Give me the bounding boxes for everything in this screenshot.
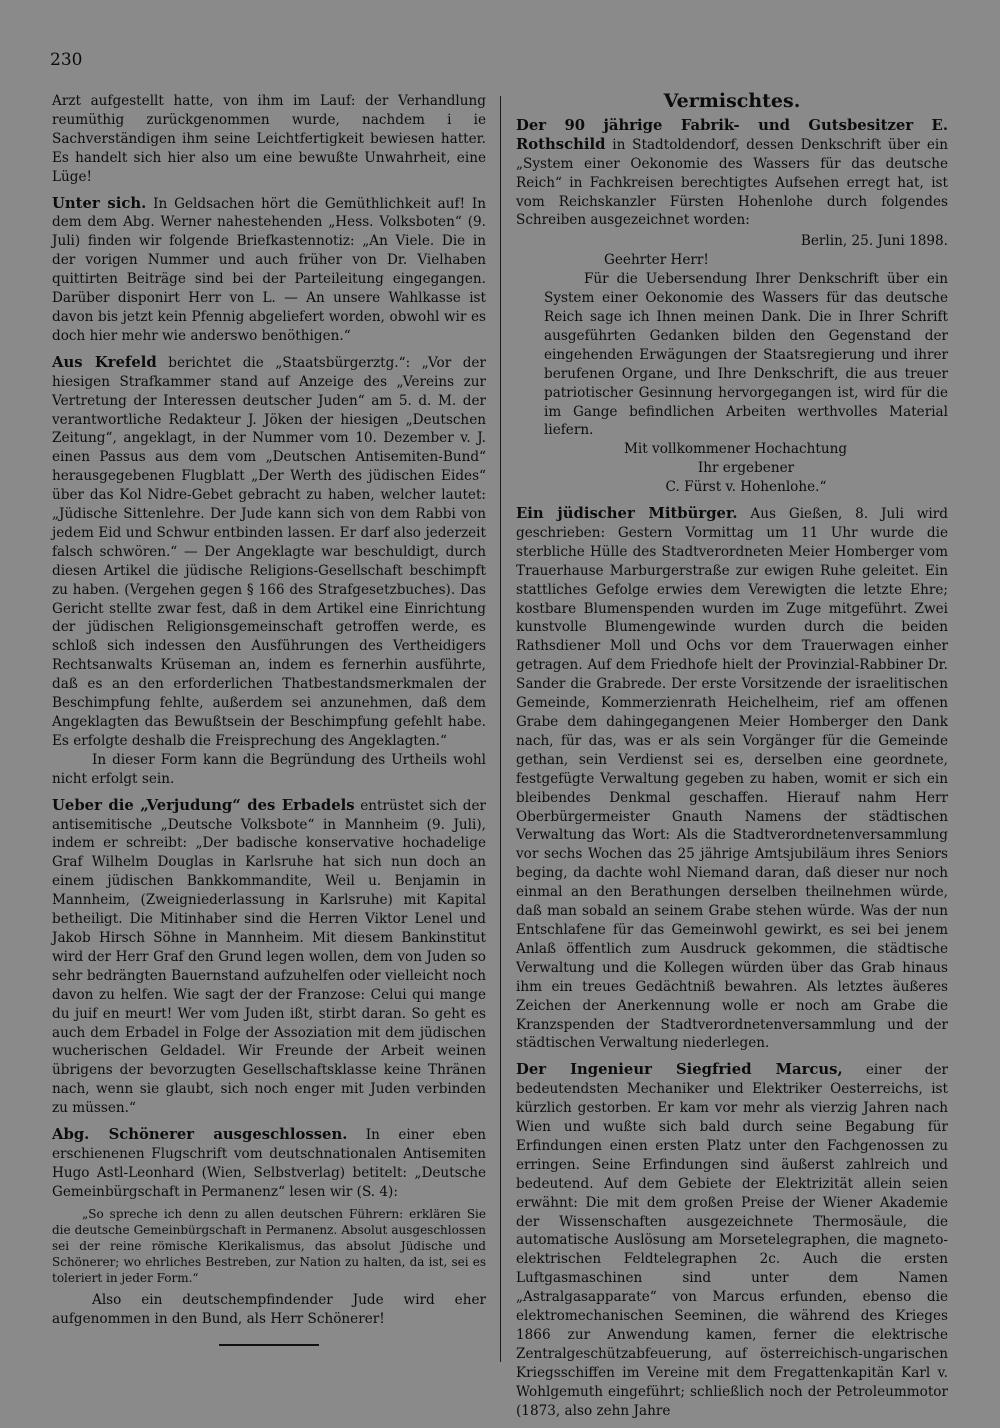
end-divider (219, 1344, 319, 1346)
article-schoenerer (52, 1126, 486, 1202)
article-heading: Der Ingenieur Siegfried Marcus, (516, 1061, 843, 1079)
article-body: Aus Gießen, 8. Juli wird geschrieben: Gestern Vormittag um 11 Uhr wurde die sterbliche Hülle des Stadtverordneten Meier Homberger vom Trauerhause Marburgerstraße zur ewigen Ruhe geleitet. Ein stattliches Gefolge erwies dem Verewigten die letzte Ehre; kostbare Blumenspenden wurden im Zuge mitgeführt. Zwei kunstvolle Blumengewinde wurden durch die beiden Rathsdiener Moll und Ochs vor dem Trauerwagen einher getragen. Auf dem Friedhofe hielt der Provinzial-Rabbiner Dr. Sander die Grabrede. Der erste Vorsitzende der israelitischen Gemeinde, Kommerzienrath Heichelheim, rief am offenen Grabe dem dahingegangenen Meier Homberger den Dank nach, für das, was er als sein Vorgänger für die Gemeinde gethan, sein Verdienst sei es, derselben eine geordnete, festgefügte Verwaltung gegeben zu haben, womit er sich ein bleibendes Denkmal geschaffen. Hierauf nahm Herr Oberbürgermeister Gnauth Namens der städtischen Verwaltung das Wort: Als die Stadtverordnetenversammlung vor sechs Wochen das 25 jährige Amtsjubiläum ihres Seniors beging, da dachte wohl Niemand daran, daß dieser nur noch einmal an den Berathungen derselben theilnehmen würde, daß man sobald an seinem Grabe stehen würde. Was der nun Entschlafene für das Gemeinwohl gewirkt, es sei bei jenem Anlaß öffentlich zum Ausdruck gekommen, die städtische Verwaltung und die Kollegen würden über das Grab hinaus ihm ein treues Gedächtniß bewahren. Als letztes äußeres Zeichen der Anerkennung wolle er noch am Grabe die Kranzspenden der Stadtverordnetenversammlung und der städtischen Verwaltung niederlegen. (516, 506, 948, 1052)
article-heading: Ueber die „Verjudung“ des Erbadels (52, 796, 355, 814)
article-heading: Abg. Schönerer ausgeschlossen. (52, 1126, 348, 1144)
article-body: In einer eben erschienenen Flugschrift vom deutschnationalen Antisemiten Hugo Astl-Leonhard (Wien, Selbstverlag) betitelt: „Deutsche Gemeinbürgschaft in Permanenz“ lesen wir (S. 4): (52, 1127, 487, 1200)
article-heading: Ein jüdischer Mitbürger. (516, 505, 738, 523)
page-number: 230 (50, 50, 83, 70)
letter-place-date: Berlin, 25. Juni 1898. (800, 233, 948, 250)
article-krefeld (52, 354, 486, 751)
section-title: Vermischtes. (663, 90, 801, 112)
article-mitbuerger (516, 505, 948, 1053)
article-continuation: In dieser Form kann die Begründung des Urtheils wohl nicht erfolgt sein. (52, 751, 486, 787)
letter-salutation: Geehrter Herr! (604, 252, 709, 269)
quote-text: „So spreche ich denn zu allen deutschen Führern: erklären Sie die deutsche Gemeinbürgschaft in Permanenz. Absolut ausgeschlossen sei der reine römische Klerikalismus, das absolut Jüdische und Schönerer; wo ehrliches Bestreben, zur Nation zu halten, da ist, sei es toleriert in jeder Form.“ (52, 1206, 486, 1286)
article-heading: Unter sich. (52, 194, 147, 212)
right-column (516, 92, 948, 1421)
letter-signature: C. Fürst v. Hohenlohe.“ (665, 479, 827, 496)
article-erbadel (52, 797, 486, 1118)
article-unter-sich (52, 195, 486, 346)
article-body: entrüstet sich der antisemitische „Deutsche Volksbote“ in Mannheim (9. Juli), indem er schreibt: „Der badische konservative hochadelige Graf Wilhelm Douglas in Karlsruhe hat sich nun doch an einem jüdischen Bankkommandite, Weil u. Benjamin in Mannheim, (Zweigniederlassung in Karlsruhe) mit Kapital betheiligt. Die Mitinhaber sind die Herren Viktor Lenel und Jakob Hirsch Söhne in Mannheim. Mit diesem Bankinstitut wird der Herr Graf den Grund legen wollen, dem von Juden so sehr bedrängten Bauernstand aufzuhelfen oder vielleicht noch davon zu helfen. Wie sagt der der Franzose: Celui qui mange du juif en meurt! Wer vom Juden ißt, stirbt daran. So geht es auch dem Erbadel in Folge der Assoziation mit dem jüdischen wucherischen Geldadel. Wir Freunde der Arbeit weinen übrigens der bevorzugten Gesellschaftsklasse keine Thränen nach, wenn sie glaubt, sich noch enger mit Juden verbinden zu müssen.“ (52, 797, 486, 1117)
article-body: In Geldsachen hört die Gemüthlichkeit auf! In dem dem Abg. Werner nahestehenden „Hess. Volksboten“ (9. Juli) finden wir folgende Briefkastennotiz: „An Viele. Die in der vorigen Nummer und auch früher von Dr. Vielhaben quittirten Beiträge sind bei der Parteileitung eingegangen. Darüber disponirt Herr von L. — An unsere Wahlkasse ist davon bis jetzt kein Pfennig abgeliefert worden, obwohl wir es doch hier mehr wie anderswo benöthigen.“ (52, 195, 487, 344)
letter-closing: Mit vollkommener Hochachtung (624, 441, 848, 458)
left-column (52, 92, 486, 1346)
article-rothschild (516, 117, 948, 230)
letter (544, 232, 948, 497)
article-body: in Stadtoldendorf, dessen Denkschrift über ein „System einer Oekonomie des Wassers für das deutsche Reich“ in Fachkreisen berechtigtes Aufsehen erregt hat, ist vom Reichskanzler Fürsten Hohenlohe durch folgendes Schreiben ausgezeichnet worden: (516, 136, 948, 229)
letter-closing-2: Ihr ergebener (697, 460, 795, 477)
article-marcus (516, 1061, 948, 1420)
article-continuation: Also ein deutschempfindender Jude wird eher aufgenommen in den Bund, als Herr Schönerer! (52, 1291, 486, 1327)
article-body: berichtet die „Staatsbürgerztg.“: „Vor der hiesigen Strafkammer stand auf Anzeige des „Vereins zur Vertretung der Interessen deutscher Juden“ am 5. d. M. der verantwortliche Redakteur J. Jöken der hiesigen „Deutschen Zeitung“, angeklagt, in der Nummer vom 10. Dezember v. J. einen Passus aus dem vom „Deutschen Antisemiten-Bund“ herausgegebenen Flugblatt „Der Werth des jüdischen Eides“ über das Kol Nidre-Gebet gebracht zu haben, welcher lautet: „Jüdische Sittenlehre. Der Jude kann sich von dem Rabbi von jedem Eid und Schwur entbinden lassen. Er darf also jederzeit falsch schwören.“ — Der Angeklagte war beschuldigt, durch diesen Artikel die jüdische Religions-Gesellschaft beschimpft zu haben. (Vergehen gegen § 166 des Strafgesetzbuches). Das Gericht stellte zwar fest, daß in dem Artikel eine Einrichtung der jüdischen Religionsgemeinschaft getroffen werde, es schloß sich indessen den Ausführungen des Vertheidigers Rechtsanwalts Krüseman an, indem es fernerhin ausführte, daß es an den erforderlichen Thatbestandsmerkmalen der Beschimpfung fehlte, außerdem sei anzunehmen, daß dem Angeklagten das Bewußtsein der Beschimpfung gefehlt habe. Es erfolgte deshalb die Freisprechung des Angeklagten.“ (52, 354, 486, 749)
opening-paragraph: Arzt aufgestellt hatte, von ihm im Lauf: der Verhandlung reumüthig zurückgenommen wurde, nachdem i ie Sachverständigen ihm seine Leichtfertigkeit bewiesen hatter. Es handelt sich hier also um eine bewußte Unwahrheit, eine Lüge! (52, 93, 486, 185)
article-heading: Aus Krefeld (52, 353, 157, 371)
column-divider (500, 96, 501, 1362)
block-quote (52, 1206, 486, 1287)
letter-text: Für die Uebersendung Ihrer Denkschrift über ein System einer Oekonomie des Wassers für das deutsche Reich sage ich Ihnen meinen Dank. Die in Ihrer Schrift ausgeführten Gedanken bilden den Gegenstand der eingehenden Erwägungen der Staatsregierung und ihrer berufenen Organe, und Ihre Denkschrift, die aus treuer patriotischer Gesinnung hervorgegangen ist, wird für die im Gange befindlichen Arbeiten werthvolles Material liefern. (544, 271, 948, 439)
article-heading: Der 90 jährige Fabrik- und Gutsbesitzer E. Rothschild (516, 116, 948, 153)
article-body: einer der bedeutendsten Mechaniker und Elektriker Oesterreichs, ist kürzlich gestorben. Er kam vor mehr als vierzig Jahren nach Wien und wußte sich bald durch seine Begabung für Erfindungen einen ersten Platz unter den Fachgenossen zu erringen. Seine Erfindungen sind äußerst zahlreich und bedeutend. Auf dem Gebiete der Elektrizität allein seien erwähnt: Die mit dem großen Preise der Wiener Akademie der Wissenschaften ausgezeichnete Thermosäule, die automatische Auslösung am Morsetelegraphen, die magneto-elektrischen Feldtelegraphen 2c. Auch die ersten Luftgasmaschinen sind unter dem Namen „Astralgasapparate“ von Marcus erfunden, ebenso die elektromechanischen Seeminen, die während des Krieges 1866 zur Anwendung kamen, ferner die elektrische Zentralgeschützabfeuerung, auf österreichisch-ungarischen Kriegsschiffen im Vereine mit dem Fregattenkapitän Karl v. Wohlgemuth eingeführt; schließlich noch der Petroleummotor (1873, also zehn Jahre (516, 1062, 949, 1419)
